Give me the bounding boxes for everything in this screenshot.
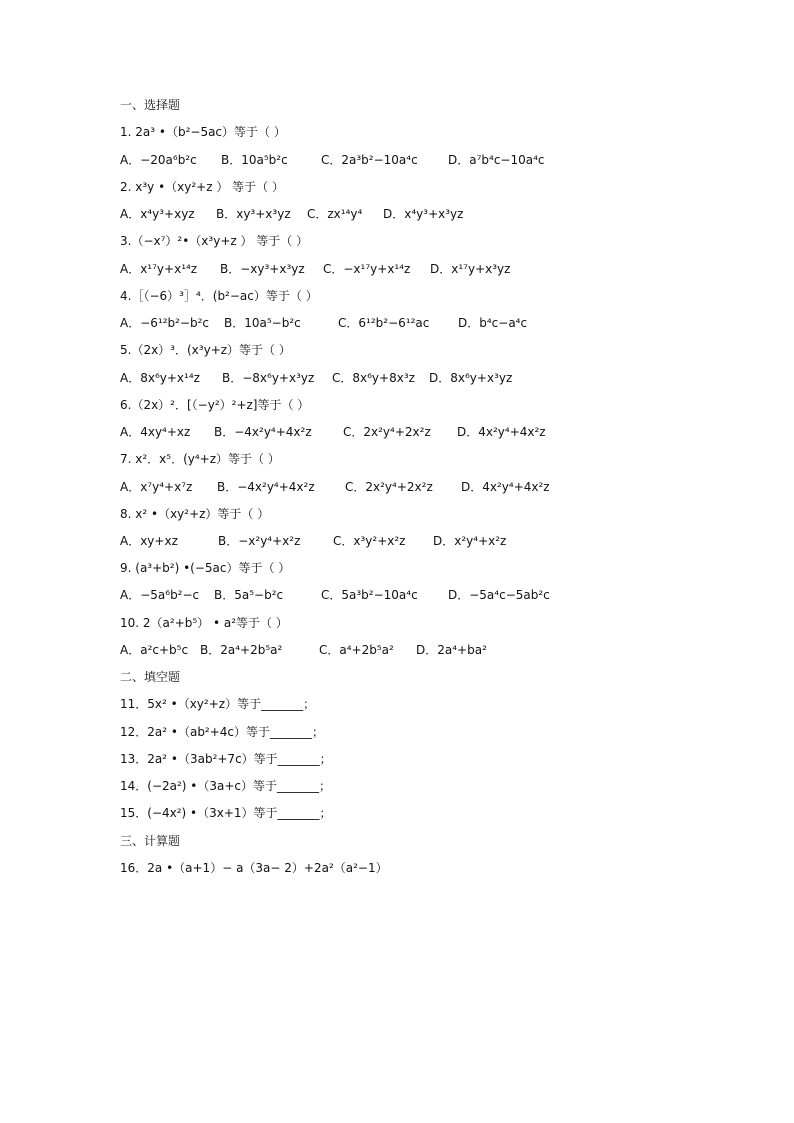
question-12: 12．2a² •（ab²+4c）等于_______； bbox=[120, 725, 325, 739]
question-1-options bbox=[120, 152, 680, 168]
option-b: B．−4x²y⁴+4x²z bbox=[217, 480, 315, 494]
option-b: B．5a⁵−b²c bbox=[214, 588, 284, 602]
section-title-choice: 一、选择题 bbox=[120, 98, 181, 112]
option-d: D．4x²y⁴+4x²z bbox=[461, 480, 550, 494]
question-4-options bbox=[120, 315, 680, 331]
option-d: D．a⁷b⁴c−10a⁴c bbox=[448, 153, 545, 167]
question-5-options bbox=[120, 370, 680, 386]
question-9-options bbox=[120, 587, 680, 603]
question-2: 2. x³y •（xy²+z ） 等于（ ） bbox=[120, 180, 284, 194]
option-c: C．6¹²b²−6¹²ac bbox=[338, 316, 430, 330]
question-4: 4.［（−6）³］⁴．(b²−ac）等于（ ） bbox=[120, 289, 318, 303]
option-d: D．−5a⁴c−5ab²c bbox=[448, 588, 550, 602]
question-2-options bbox=[120, 206, 680, 222]
question-14: 14．(−2a²) •（3a+c）等于_______； bbox=[120, 779, 332, 793]
option-b: B．xy³+x³yz bbox=[216, 207, 291, 221]
option-b: B．−x²y⁴+x²z bbox=[218, 534, 301, 548]
section-title-fill-in: 二、填空题 bbox=[120, 670, 181, 684]
question-10-options bbox=[120, 642, 680, 658]
option-d: D．x⁴y³+x³yz bbox=[383, 207, 464, 221]
option-d: D．b⁴c−a⁴c bbox=[458, 316, 528, 330]
option-c: C．x³y²+x²z bbox=[333, 534, 406, 548]
option-a: A．8x⁶y+x¹⁴z bbox=[120, 371, 200, 385]
option-a: A．−5a⁶b²−c bbox=[120, 588, 200, 602]
option-b: B．−8x⁶y+x³yz bbox=[222, 371, 315, 385]
question-8: 8. x² •（xy²+z）等于（ ） bbox=[120, 507, 270, 521]
option-c: C．5a³b²−10a⁴c bbox=[321, 588, 418, 602]
question-13: 13．2a² •（3ab²+7c）等于_______； bbox=[120, 752, 332, 766]
option-c: C．2a³b²−10a⁴c bbox=[321, 153, 418, 167]
question-1: 1. 2a³ •（b²−5ac）等于（ ） bbox=[120, 125, 286, 139]
option-c: C．8x⁶y+8x³z bbox=[332, 371, 415, 385]
option-d: D．8x⁶y+x³yz bbox=[429, 371, 513, 385]
option-a: A．x¹⁷y+x¹⁴z bbox=[120, 262, 198, 276]
option-a: A．4xy⁴+xz bbox=[120, 425, 191, 439]
option-b: B．10a⁵b²c bbox=[221, 153, 288, 167]
option-c: C．2x²y⁴+2x²z bbox=[343, 425, 431, 439]
question-16: 16．2a •（a+1）− a（3a− 2）+2a²（a²−1） bbox=[120, 861, 388, 875]
question-8-options bbox=[120, 533, 680, 549]
option-d: D．x¹⁷y+x³yz bbox=[430, 262, 511, 276]
question-6-options bbox=[120, 424, 680, 440]
option-b: B．−4x²y⁴+4x²z bbox=[214, 425, 312, 439]
option-a: A．−20a⁶b²c bbox=[120, 153, 197, 167]
option-d: D．4x²y⁴+4x²z bbox=[457, 425, 546, 439]
question-11: 11．5x² •（xy²+z）等于_______； bbox=[120, 697, 316, 711]
question-15: 15．(−4x²) •（3x+1）等于_______； bbox=[120, 806, 332, 820]
option-a: A．a²c+b⁵c bbox=[120, 643, 189, 657]
option-b: B．10a⁵−b²c bbox=[224, 316, 301, 330]
option-c: C．−x¹⁷y+x¹⁴z bbox=[323, 262, 411, 276]
option-a: A．−6¹²b²−b²c bbox=[120, 316, 210, 330]
option-c: C．2x²y⁴+2x²z bbox=[345, 480, 433, 494]
option-d: D．x²y⁴+x²z bbox=[433, 534, 507, 548]
option-a: A．x⁷y⁴+x⁷z bbox=[120, 480, 193, 494]
option-a: A．x⁴y³+xyz bbox=[120, 207, 195, 221]
question-3-options bbox=[120, 261, 680, 277]
question-9: 9. (a³+b²) •(−5ac）等于（ ） bbox=[120, 561, 291, 575]
section-title-calculation: 三、计算题 bbox=[120, 834, 181, 848]
option-c: C．zx¹⁴y⁴ bbox=[307, 207, 363, 221]
option-a: A．xy+xz bbox=[120, 534, 178, 548]
option-b: B．2a⁴+2b⁵a² bbox=[200, 643, 283, 657]
question-7: 7. x²．x⁵．(y⁴+z）等于（ ） bbox=[120, 452, 280, 466]
option-c: C．a⁴+2b⁵a² bbox=[319, 643, 394, 657]
question-7-options bbox=[120, 479, 680, 495]
question-5: 5.（2x）³．(x³y+z）等于（ ） bbox=[120, 343, 291, 357]
question-10: 10. 2（a²+b⁵） • a²等于（ ） bbox=[120, 616, 288, 630]
question-3: 3.（−x⁷）²•（x³y+z ） 等于（ ） bbox=[120, 234, 309, 248]
option-b: B．−xy³+x³yz bbox=[220, 262, 305, 276]
option-d: D．2a⁴+ba² bbox=[416, 643, 487, 657]
question-6: 6.（2x）²．[（−y²）²+z]等于（ ） bbox=[120, 398, 310, 412]
